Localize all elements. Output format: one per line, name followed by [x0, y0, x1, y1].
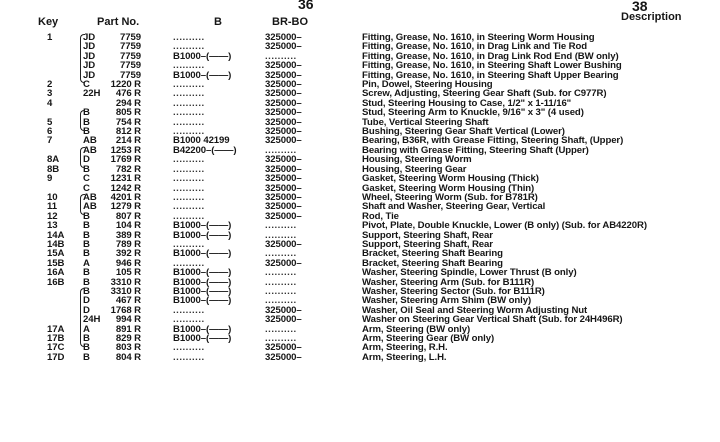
- description-cell: Gasket, Steering Worm Housing (Thin): [362, 182, 535, 194]
- description-cell: Pivot, Plate, Double Knuckle, Lower (B only) (Sub. for AB4220R): [362, 220, 647, 232]
- description-cell: Bracket, Steering Shaft Bearing: [362, 257, 503, 269]
- b-serial-cell: ..........: [173, 97, 205, 109]
- prefix-cell: C: [83, 182, 90, 194]
- part-number-cell: 994 R: [115, 314, 141, 326]
- part-number-cell: 946 R: [115, 257, 141, 269]
- b-serial-cell: B1000–(——): [173, 276, 232, 288]
- br-bo-serial-cell: 325000–: [265, 342, 302, 354]
- description-cell: Bushing, Steering Gear Shaft Vertical (Lower): [362, 126, 565, 138]
- prefix-cell: JD: [83, 60, 96, 72]
- description-cell: Support, Steering Shaft, Rear: [362, 229, 493, 241]
- b-serial-cell: ..........: [173, 32, 205, 43]
- table-row: [0, 334, 720, 343]
- key-cell: 11: [47, 201, 57, 213]
- b-serial-cell: B1000 42199: [173, 135, 230, 147]
- table-row: [0, 231, 720, 240]
- key-cell: 2: [47, 79, 53, 91]
- table-row: [0, 118, 720, 127]
- table-row: [0, 80, 720, 89]
- table-row: [0, 278, 720, 287]
- br-bo-serial-cell: 325000–: [265, 257, 302, 269]
- br-bo-serial-cell: ..........: [265, 229, 297, 241]
- prefix-cell: B: [83, 220, 90, 232]
- group-brace-key-1: [80, 34, 85, 83]
- b-serial-cell: ..........: [173, 79, 205, 91]
- b-serial-cell: B1000–(——): [173, 267, 232, 279]
- prefix-cell: AB: [83, 144, 97, 156]
- br-bo-serial-cell: 325000–: [265, 238, 302, 250]
- table-row: [0, 136, 720, 145]
- br-bo-serial-cell: ..........: [265, 144, 297, 156]
- key-cell: 17C: [47, 342, 65, 354]
- table-row: [0, 240, 720, 249]
- part-number-cell: 105 R: [115, 267, 141, 279]
- br-bo-serial-cell: ..........: [265, 50, 297, 62]
- b-serial-cell: ..........: [173, 351, 205, 363]
- br-bo-serial-cell: 325000–: [265, 201, 302, 213]
- prefix-cell: B: [83, 238, 90, 250]
- parts-table: [0, 33, 720, 362]
- description-cell: Screw, Adjusting, Steering Gear Shaft (Sub. for C977R): [362, 88, 607, 100]
- description-cell: Gasket, Steering Worm Housing (Thick): [362, 173, 539, 185]
- prefix-cell: B: [83, 248, 90, 260]
- part-number-cell: 467 R: [115, 295, 141, 307]
- br-bo-serial-cell: ..........: [265, 295, 297, 307]
- description-cell: Stud, Steering Arm to Knuckle, 9/16" x 3" (4 used): [362, 107, 584, 119]
- b-serial-cell: ..........: [173, 173, 205, 185]
- b-serial-cell: ..........: [173, 107, 205, 119]
- b-serial-cell: ..........: [173, 201, 205, 213]
- b-serial-cell: ..........: [173, 163, 205, 175]
- description-cell: Tube, Vertical Steering Shaft: [362, 116, 489, 128]
- br-bo-serial-cell: 325000–: [265, 41, 302, 53]
- description-cell: Housing, Steering Worm: [362, 154, 472, 166]
- part-number-cell: 807 R: [115, 210, 141, 222]
- b-serial-cell: ..........: [173, 342, 205, 354]
- b-serial-cell: B1000–(——): [173, 220, 232, 232]
- description-cell: Washer, Steering Arm Shim (BW only): [362, 295, 532, 307]
- table-row: [0, 174, 720, 183]
- part-number-cell: 1768 R: [110, 304, 141, 316]
- key-cell: 13: [47, 220, 58, 232]
- key-cell: 3: [47, 88, 53, 100]
- br-bo-serial-cell: ..........: [265, 333, 297, 344]
- prefix-cell: 24H: [83, 314, 101, 326]
- prefix-cell: B: [83, 333, 90, 344]
- part-number-cell: 1242 R: [110, 182, 141, 194]
- br-bo-serial-cell: ..........: [265, 276, 297, 288]
- br-bo-serial-cell: 325000–: [265, 126, 302, 138]
- description-cell: Wheel, Steering Worm (Sub. for B781R): [362, 191, 538, 203]
- description-cell: Arm, Steering (BW only): [362, 323, 471, 335]
- prefix-cell: B: [83, 116, 90, 128]
- table-row: [0, 221, 720, 230]
- key-cell: 14B: [47, 238, 65, 250]
- part-number-cell: 789 R: [115, 238, 141, 250]
- b-serial-cell: B1000–(——): [173, 333, 232, 344]
- prefix-cell: D: [83, 295, 90, 307]
- b-serial-cell: ..........: [173, 314, 205, 326]
- part-number-cell: 7759: [120, 50, 141, 62]
- description-cell: Support, Steering Shaft, Rear: [362, 238, 493, 250]
- key-cell: 16B: [47, 276, 65, 288]
- b-serial-cell: B1000–(——): [173, 248, 232, 260]
- description-cell: Washer, Steering Sector (Sub. for B111R): [362, 285, 545, 297]
- prefix-cell: C: [83, 79, 90, 91]
- description-cell: Fitting, Grease, No. 1610, in Steering Worm Housing: [362, 32, 595, 43]
- table-row: [0, 184, 720, 193]
- key-cell: 1: [47, 32, 53, 43]
- key-cell: 8A: [47, 154, 60, 166]
- table-row: [0, 108, 720, 117]
- br-bo-serial-cell: 325000–: [265, 32, 302, 43]
- prefix-cell: JD: [83, 69, 96, 81]
- table-row: [0, 146, 720, 155]
- part-number-cell: 7759: [120, 41, 141, 53]
- part-number-cell: 891 R: [115, 323, 141, 335]
- prefix-cell: JD: [83, 41, 96, 53]
- br-bo-serial-cell: 325000–: [265, 107, 302, 119]
- br-bo-serial-cell: 325000–: [265, 191, 302, 203]
- table-row: [0, 296, 720, 305]
- b-serial-cell: ..........: [173, 304, 205, 316]
- part-number-cell: 754 R: [115, 116, 141, 128]
- br-bo-serial-cell: ..........: [265, 285, 297, 297]
- b-serial-cell: ..........: [173, 191, 205, 203]
- part-number-cell: 1253 R: [110, 144, 141, 156]
- b-serial-cell: ..........: [173, 257, 205, 269]
- br-bo-serial-cell: 325000–: [265, 314, 302, 326]
- table-row: [0, 165, 720, 174]
- b-serial-cell: B1000–(——): [173, 285, 232, 297]
- description-cell: Washer, Oil Seal and Steering Worm Adjusting Nut: [362, 304, 588, 316]
- description-cell: Washer, Steering Spindle, Lower Thrust (B only): [362, 267, 577, 279]
- br-bo-serial-cell: 325000–: [265, 173, 302, 185]
- header-part-no: Part No.: [97, 16, 140, 28]
- table-row: [0, 193, 720, 202]
- b-serial-cell: ..........: [173, 182, 205, 194]
- key-cell: 15A: [47, 248, 65, 260]
- part-number-cell: 803 R: [115, 342, 141, 354]
- b-serial-cell: B1000–(——): [173, 323, 232, 335]
- description-cell: Rod, Tie: [362, 210, 399, 222]
- prefix-cell: D: [83, 304, 90, 316]
- key-cell: 14A: [47, 229, 65, 241]
- br-bo-serial-cell: ..........: [265, 220, 297, 232]
- description-cell: Bearing, B36R, with Grease Fitting, Steering Shaft, (Upper): [362, 135, 624, 147]
- b-serial-cell: ..........: [173, 60, 205, 72]
- part-number-cell: 214 R: [115, 135, 141, 147]
- prefix-cell: B: [83, 126, 90, 138]
- prefix-cell: AB: [83, 135, 97, 147]
- part-number-cell: 476 R: [115, 88, 141, 100]
- key-cell: 6: [47, 126, 53, 138]
- br-bo-serial-cell: 325000–: [265, 154, 302, 166]
- b-serial-cell: ..........: [173, 41, 205, 53]
- prefix-cell: JD: [83, 32, 96, 43]
- b-serial-cell: ..........: [173, 88, 205, 100]
- group-brace-key-9: [80, 194, 85, 215]
- br-bo-serial-cell: 325000–: [265, 60, 302, 72]
- prefix-cell: A: [83, 257, 90, 269]
- part-number-cell: 104 R: [115, 220, 141, 232]
- br-bo-serial-cell: 325000–: [265, 116, 302, 128]
- table-row: [0, 71, 720, 80]
- prefix-cell: JD: [83, 50, 96, 62]
- table-row: [0, 315, 720, 324]
- prefix-cell: 22H: [83, 88, 101, 100]
- key-cell: 5: [47, 116, 53, 128]
- br-bo-serial-cell: 325000–: [265, 304, 302, 316]
- group-brace-key-4: [80, 110, 85, 131]
- br-bo-serial-cell: 325000–: [265, 79, 302, 91]
- b-serial-cell: B1000–(——): [173, 229, 232, 241]
- key-cell: 16A: [47, 267, 65, 279]
- key-cell: 9: [47, 173, 53, 185]
- table-row: [0, 287, 720, 296]
- header-br-bo: BR-BO: [272, 16, 309, 28]
- prefix-cell: B: [83, 267, 90, 279]
- br-bo-serial-cell: ..........: [265, 267, 297, 279]
- b-serial-cell: B1000–(——): [173, 295, 232, 307]
- table-row: [0, 33, 720, 42]
- description-cell: Arm, Steering, L.H.: [362, 351, 447, 363]
- description-cell: Bearing with Grease Fitting, Steering Shaft (Upper): [362, 144, 589, 156]
- table-row: [0, 259, 720, 268]
- key-cell: 17A: [47, 323, 65, 335]
- prefix-cell: C: [83, 173, 90, 185]
- part-number-cell: 829 R: [115, 333, 141, 344]
- prefix-cell: D: [83, 154, 90, 166]
- key-cell: 10: [47, 191, 58, 203]
- key-cell: 17B: [47, 333, 65, 344]
- key-cell: 17D: [47, 351, 65, 363]
- key-cell: 4: [47, 97, 53, 109]
- br-bo-serial-cell: 325000–: [265, 135, 302, 147]
- part-number-cell: 4201 R: [110, 191, 141, 203]
- description-cell: Arm, Steering, R.H.: [362, 342, 448, 354]
- part-number-cell: 1231 R: [110, 173, 141, 185]
- prefix-cell: B: [83, 342, 90, 354]
- b-serial-cell: ..........: [173, 238, 205, 250]
- br-bo-serial-cell: 325000–: [265, 210, 302, 222]
- description-cell: Bracket, Steering Shaft Bearing: [362, 248, 503, 260]
- part-number-cell: 812 R: [115, 126, 141, 138]
- description-cell: Housing, Steering Gear: [362, 163, 467, 175]
- group-brace-key-7: [80, 147, 85, 168]
- part-number-cell: 1220 R: [110, 79, 141, 91]
- description-cell: Shaft and Washer, Steering Gear, Vertical: [362, 201, 546, 213]
- br-bo-serial-cell: ..........: [265, 323, 297, 335]
- prefix-cell: B: [83, 107, 90, 119]
- table-row: [0, 89, 720, 98]
- part-number-cell: 804 R: [115, 351, 141, 363]
- prefix-cell: B: [83, 351, 90, 363]
- description-cell: Stud, Steering Housing to Case, 1/2" x 1-11/16": [362, 97, 572, 109]
- key-cell: 15B: [47, 257, 65, 269]
- b-serial-cell: ..........: [173, 210, 205, 222]
- prefix-cell: AB: [83, 191, 97, 203]
- description-cell: Fitting, Grease, No. 1610, in Steering Shaft Upper Bearing: [362, 69, 619, 81]
- description-cell: Fitting, Grease, No. 1610, in Drag Link Rod End (BW only): [362, 50, 619, 62]
- br-bo-serial-cell: 325000–: [265, 163, 302, 175]
- prefix-cell: B: [83, 285, 90, 297]
- part-number-cell: 294 R: [115, 97, 141, 109]
- header-key: Key: [38, 16, 59, 28]
- br-bo-serial-cell: 325000–: [265, 97, 302, 109]
- br-bo-serial-cell: ..........: [265, 248, 297, 260]
- key-cell: 7: [47, 135, 53, 147]
- description-cell: Fitting, Grease, No. 1610, in Steering Shaft Lower Bushing: [362, 60, 622, 72]
- part-number-cell: 3310 R: [110, 285, 141, 297]
- br-bo-serial-cell: 325000–: [265, 69, 302, 81]
- table-row: [0, 325, 720, 334]
- description-cell: Arm, Steering Gear (BW only): [362, 333, 495, 344]
- prefix-cell: B: [83, 276, 90, 288]
- description-cell: Washer on Steering Gear Vertical Shaft (Sub. for 24H496R): [362, 314, 623, 326]
- description-cell: Fitting, Grease, No. 1610, in Drag Link and Tie Rod: [362, 41, 588, 53]
- table-row: [0, 249, 720, 258]
- part-number-cell: 392 R: [115, 248, 141, 260]
- b-serial-cell: B42200–(——): [173, 144, 237, 156]
- b-serial-cell: B1000–(——): [173, 69, 232, 81]
- page-column-number-left: 36: [298, 0, 314, 12]
- part-number-cell: 389 R: [115, 229, 141, 241]
- prefix-cell: B: [83, 210, 90, 222]
- part-number-cell: 1279 R: [110, 201, 141, 213]
- b-serial-cell: ..........: [173, 154, 205, 166]
- description-cell: Washer, Steering Arm (Sub. for B111R): [362, 276, 535, 288]
- description-cell: Pin, Dowel, Steering Housing: [362, 79, 493, 91]
- prefix-cell: B: [83, 163, 90, 175]
- key-cell: 12: [47, 210, 58, 222]
- b-serial-cell: B1000–(——): [173, 50, 232, 62]
- part-number-cell: 7759: [120, 32, 141, 43]
- table-row: [0, 343, 720, 352]
- part-number-cell: 7759: [120, 69, 141, 81]
- key-cell: 8B: [47, 163, 60, 175]
- br-bo-serial-cell: 325000–: [265, 351, 302, 363]
- part-number-cell: 782 R: [115, 163, 141, 175]
- table-row: [0, 268, 720, 277]
- part-number-cell: 805 R: [115, 107, 141, 119]
- part-number-cell: 3310 R: [110, 276, 141, 288]
- table-row: [0, 155, 720, 164]
- b-serial-cell: ..........: [173, 116, 205, 128]
- b-serial-cell: ..........: [173, 126, 205, 138]
- prefix-cell: A: [83, 323, 90, 335]
- br-bo-serial-cell: 325000–: [265, 182, 302, 194]
- table-row: [0, 99, 720, 108]
- table-row: [0, 202, 720, 211]
- page-column-number-right: 38: [632, 0, 648, 14]
- part-number-cell: 1769 R: [110, 154, 141, 166]
- group-brace-key-16b: [80, 288, 85, 347]
- br-bo-serial-cell: 325000–: [265, 88, 302, 100]
- part-number-cell: 7759: [120, 60, 141, 72]
- prefix-cell: AB: [83, 201, 97, 213]
- header-description: Description: [621, 11, 682, 23]
- header-b: B: [214, 16, 222, 28]
- table-row: [0, 353, 720, 362]
- prefix-cell: B: [83, 229, 90, 241]
